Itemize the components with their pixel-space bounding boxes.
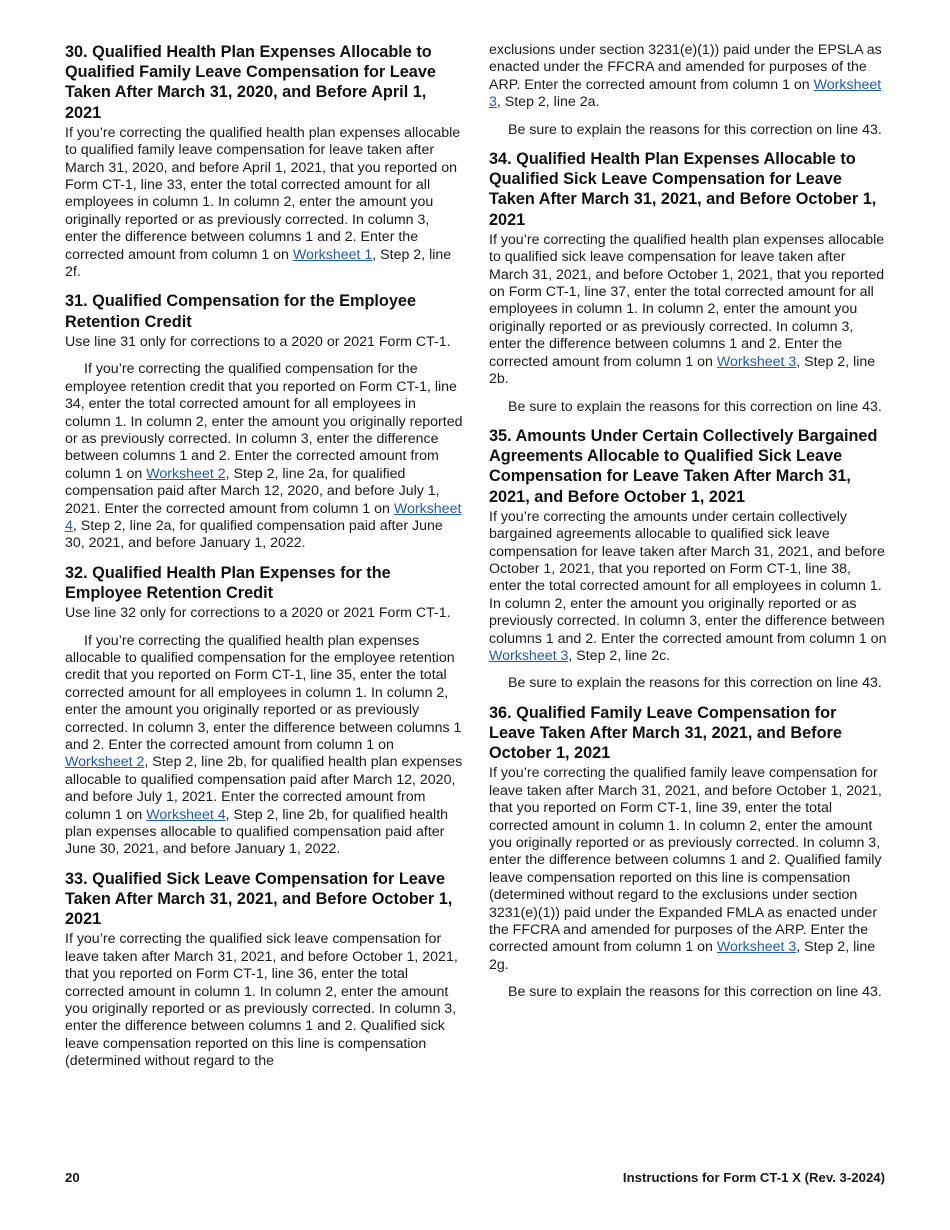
section-35-paragraph: [489, 509, 887, 666]
section-33-continued-paragraph: [489, 42, 887, 112]
explain-note: Be sure to explain the reasons for this correction on line 43.: [508, 984, 882, 1001]
section-33-continued: [489, 42, 887, 139]
section-33-heading: 33. Qualified Sick Leave Compensation for Leave Taken After March 31, 2021, and Before October 1, 2021: [65, 869, 453, 929]
text: exclusions under section 3231(e)(1)) paid under the EPSLA as enacted under the FFCRA and amended for purposes of the ARP. Enter the corrected amount from column 1 on: [489, 42, 882, 93]
text: , Step 2, line 2g.: [489, 939, 876, 973]
worksheet-1-link[interactable]: Worksheet 1: [292, 246, 373, 263]
text: If you’re correcting the qualified health plan expenses allocable to qualified compensation for the employee retention credit that you reported on Form CT-1, line 35, enter the total corrected amount for all employees in column 1. In column 2, enter the amount you originally reported or as previously corrected. In column 3, enter the difference between columns 1 and 2. Enter the corrected amount from column 1 on: [65, 632, 462, 753]
text: If you’re correcting the qualified compensation for the employee retention credit that you reported on Form CT-1, line 34, enter the total corrected amount for all employees in column 1. In column 2, enter the amount you originally reported or as previously corrected. In column 3, enter the difference between columns 1 and 2. Enter the corrected amount from column 1 on: [65, 361, 463, 482]
worksheet-4-link[interactable]: Worksheet 4: [65, 500, 462, 534]
text: If you’re correcting the amounts under certain collectively bargained agreements allocable to qualified sick leave compensation for leave taken after March 31, 2021, and before October 1, 2021, that you reported on Form CT-1, line 38, enter the total corrected amount for all employees in column 1. In column 2, enter the amount you originally reported or as previously corrected. In column 3, enter the difference between columns 1 and 2. Enter the corrected amount from column 1 on: [489, 508, 887, 647]
text: , Step 2, line 2a, for qualified compensation paid after March 12, 2020, and before July 1, 2021. Enter the corrected amount from column 1 on: [65, 465, 440, 517]
section-33: [65, 869, 463, 1071]
text: If you’re correcting the qualified family leave compensation for leave taken after March 31, 2021, and before October 1, 2021, that you reported on Form CT-1, line 39, enter the total corrected amount in column 1. In column 2, enter the amount you originally reported or as previously corrected. In column 3, enter the difference between columns 1 and 2. Qualified family leave compensation reported on this line is compensation (determined without regard to the exclusions under section 3231(e)(1)) paid under the Expanded FMLA as enacted under the FFCRA and amended for purposes of the ARP. Enter the corrected amount from column 1 on: [489, 765, 882, 956]
page-footer: [65, 1170, 885, 1188]
text: , Step 2, line 2a.: [496, 94, 600, 111]
section-31: [65, 291, 463, 552]
worksheet-4-link[interactable]: Worksheet 4: [146, 806, 226, 823]
section-31-paragraph: [65, 361, 463, 552]
worksheet-3-link[interactable]: Worksheet 3: [716, 939, 797, 956]
left-column: [65, 42, 463, 1081]
section-34-paragraph: [489, 232, 887, 389]
text: , Step 2, line 2c.: [568, 647, 671, 664]
explain-note: Be sure to explain the reasons for this correction on line 43.: [508, 398, 882, 415]
explain-note: Be sure to explain the reasons for this correction on line 43.: [508, 121, 882, 138]
text: If you’re correcting the qualified health plan expenses allocable to qualified family leave compensation for leave taken after March 31, 2020, and before April 1, 2021, that you reported on Form CT-1, line 33, enter the total corrected amount for all employees in column 1. In column 2, enter the amount you originally reported or as previously corrected. In column 3, enter the difference between columns 1 and 2. Enter the corrected amount from column 1 on: [65, 124, 461, 263]
worksheet-2-link[interactable]: Worksheet 2: [65, 754, 145, 771]
explain-note: Be sure to explain the reasons for this correction on line 43.: [508, 675, 882, 692]
text: If you’re correcting the qualified health plan expenses allocable to qualified sick leave compensation for leave taken after March 31, 2021, and before October 1, 2021, that you reported on Form CT-1, line 37, enter the total corrected amount for all employees in column 1. In column 2, enter the amount you originally reported or as previously corrected. In column 3, enter the difference between columns 1 and 2. Enter the corrected amount from column 1 on: [489, 231, 885, 370]
section-35: [489, 426, 887, 693]
section-32-paragraph: [65, 633, 463, 859]
text: , Step 2, line 2b, for qualified health plan expenses allocable to qualified compensation paid after March 12, 2020, and before July 1, 2021. Enter the corrected amount from column 1 on: [65, 754, 463, 823]
footer-title: Instructions for Form CT-1 X (Rev. 3-2024): [622, 1170, 885, 1185]
section-33-paragraph: If you’re correcting the qualified sick leave compensation for leave taken after March 31, 2021, and before October 1, 2021, that you reported on Form CT-1, line 36, enter the total corrected amount in column 1. In column 2, enter the amount you originally reported or as previously corrected. In column 3, enter the difference between columns 1 and 2. Qualified sick leave compensation reported on this line is compensation (determined without regard to the: [65, 931, 458, 1070]
right-column: [489, 42, 887, 1012]
section-35-heading: 35. Amounts Under Certain Collectively Bargained Agreements Allocable to Qualified Sick Leave Compensation for Leave Taken After March 31, 2021, and Before October 1, 2021: [489, 426, 878, 506]
text: , Step 2, line 2f.: [65, 246, 452, 281]
text: , Step 2, line 2b, for qualified health plan expenses allocable to qualified compensation paid after June 30, 2021, and before January 1, 2022.: [65, 806, 449, 858]
section-34-heading: 34. Qualified Health Plan Expenses Allocable to Qualified Sick Leave Compensation for Leave Taken After March 31, 2021, and Before October 1, 2021: [489, 150, 877, 229]
section-31-note: Use line 31 only for corrections to a 2020 or 2021 Form CT-1.: [65, 333, 451, 350]
worksheet-3-link[interactable]: Worksheet 3: [716, 353, 797, 370]
section-32-heading: 32. Qualified Health Plan Expenses for the Employee Retention Credit: [65, 563, 391, 602]
worksheet-3-link[interactable]: Worksheet 3: [489, 647, 569, 664]
section-30-heading: 30. Qualified Health Plan Expenses Allocable to Qualified Family Leave Compensation for Leave Taken After March 31, 2020, and Before April 1, 2021: [65, 43, 436, 122]
section-36-heading: 36. Qualified Family Leave Compensation for Leave Taken After March 31, 2021, and Before October 1, 2021: [489, 703, 842, 763]
text: , Step 2, line 2a, for qualified compensation paid after June 30, 2021, and before January 1, 2022.: [65, 517, 443, 552]
section-36: [489, 703, 887, 1002]
section-36-paragraph: [489, 765, 887, 974]
section-32: [65, 563, 463, 859]
section-32-note: Use line 32 only for corrections to a 2020 or 2021 Form CT-1.: [65, 605, 451, 622]
text: , Step 2, line 2b.: [489, 353, 876, 388]
section-30-paragraph: [65, 125, 463, 282]
section-34: [489, 149, 887, 416]
section-30: [65, 42, 463, 281]
worksheet-3-link[interactable]: Worksheet 3: [489, 76, 882, 111]
page-number: 20: [65, 1170, 80, 1185]
worksheet-2-link[interactable]: Worksheet 2: [146, 465, 226, 482]
section-31-heading: 31. Qualified Compensation for the Employee Retention Credit: [65, 292, 417, 331]
